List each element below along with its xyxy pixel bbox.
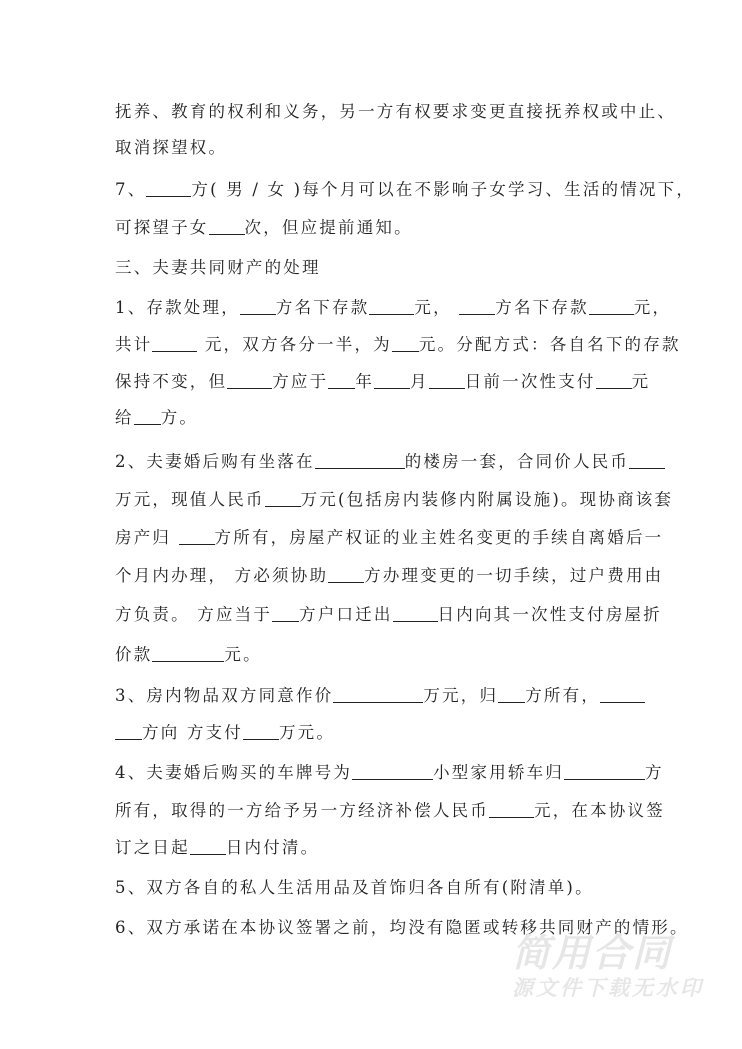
document-line — [115, 487, 674, 513]
line-text: 取消探望权。 — [115, 138, 228, 157]
fill-in-blank — [333, 684, 423, 703]
line-text: 2、夫妻婚后购有坐落在 — [115, 452, 315, 471]
line-text: 1、存款处理， — [115, 298, 240, 317]
fill-in-blank — [328, 370, 355, 389]
document-line — [115, 449, 635, 475]
fill-in-blank — [115, 721, 142, 740]
line-text: 元， — [414, 298, 460, 317]
document-line — [115, 875, 635, 901]
fill-in-blank — [429, 370, 465, 389]
document-line — [115, 720, 635, 746]
document-line — [115, 135, 635, 161]
fill-in-blank — [272, 603, 299, 622]
fill-in-blank — [315, 450, 405, 469]
fill-in-blank — [369, 296, 414, 315]
line-text: 日内付清。 — [225, 838, 320, 857]
fill-in-blank — [240, 296, 276, 315]
line-text: 方向 方支付 — [142, 723, 243, 742]
line-text: 3、房内物品双方同意作价 — [115, 686, 334, 705]
line-text: 元，在本协议签 — [534, 801, 665, 820]
document-line — [115, 405, 635, 431]
fill-in-blank — [589, 296, 634, 315]
line-text: 次，但应提前通知。 — [244, 218, 413, 237]
line-text: 方户口迁出 — [299, 605, 393, 624]
line-text: 共计 — [115, 335, 153, 354]
document-line — [115, 255, 635, 281]
document-line — [115, 215, 635, 241]
fill-in-blank — [564, 761, 645, 780]
line-text: 方名下存款 — [275, 298, 370, 317]
fill-in-blank — [374, 370, 410, 389]
line-text: 抚养、教育的权利和义务，另一方有权要求变更直接抚养权或中止、 — [115, 102, 676, 121]
document-line — [115, 760, 664, 786]
line-text: 4、夫妻婚后购买的车牌号为 — [115, 763, 353, 782]
fill-in-blank — [179, 526, 215, 545]
fill-in-blank — [352, 761, 433, 780]
fill-in-blank — [152, 643, 224, 662]
document-line — [115, 177, 696, 203]
fill-in-blank — [152, 333, 197, 352]
fill-in-blank — [265, 488, 301, 507]
fill-in-blank — [596, 370, 632, 389]
fill-in-blank — [209, 216, 245, 235]
watermark-brand: 简用合同 — [512, 931, 673, 975]
line-text: 元，双方各分一半，为 — [197, 335, 392, 354]
fill-in-blank — [629, 450, 665, 469]
line-text: 个月内办理， 方必须协助 — [115, 566, 329, 585]
line-text: 给 — [115, 408, 134, 427]
line-text: 三、夫妻共同财产的处理 — [115, 258, 321, 277]
fill-in-blank — [146, 178, 191, 197]
document-line — [115, 602, 662, 628]
document-line — [115, 99, 676, 125]
document-line — [115, 369, 651, 395]
fill-in-blank — [134, 406, 161, 425]
line-text: 万元。 — [278, 723, 336, 742]
fill-in-blank — [392, 333, 419, 352]
document-line — [115, 835, 635, 861]
line-text: 5、双方各自的私人生活用品及首饰归各自所有(附清单)。 — [115, 878, 594, 897]
document-line — [115, 798, 665, 824]
document-line — [115, 683, 635, 709]
line-text: 方所有，房屋产权证的业主姓名变更的手续自离婚后一 — [214, 528, 664, 547]
fill-in-blank — [498, 684, 525, 703]
line-text: 的楼房一套，合同价人民币 — [404, 452, 630, 471]
document-line — [115, 295, 672, 321]
line-text: 万元(包括房内装修内附属设施)。现协商该套 — [300, 490, 674, 509]
line-text: 方办理变更的一切手续，过户费用由 — [364, 566, 664, 585]
line-text: 元。分配方式：各自名下的存款 — [418, 335, 681, 354]
line-text: 可探望子女 — [115, 218, 209, 237]
document-line — [115, 563, 664, 589]
fill-in-blank — [393, 603, 438, 622]
line-text: 方负责。 方应当于 — [115, 605, 273, 624]
line-text: 小型家用轿车归 — [433, 763, 565, 782]
line-text: 元。 — [224, 645, 262, 664]
line-text: 价款 — [115, 645, 153, 664]
line-text: 方( 男 / 女 )每个月可以在不影响子女学习、生活的情况下， — [191, 180, 696, 199]
document-line — [115, 332, 681, 358]
document-line — [115, 525, 664, 551]
document-line — [115, 642, 635, 668]
watermark-slogan: 源文件下载无水印 — [512, 976, 704, 1000]
line-text: 7、 — [115, 180, 147, 199]
fill-in-blank — [600, 684, 645, 703]
fill-in-blank — [328, 564, 364, 583]
line-text: 日内向其一次性支付房屋折 — [437, 605, 662, 624]
line-text: 日前一次性支付 — [464, 372, 596, 391]
line-text: 方 — [645, 763, 664, 782]
line-text: 月 — [410, 372, 429, 391]
line-text: 方所有， — [525, 686, 601, 705]
line-text: 方名下存款 — [495, 298, 589, 317]
line-text: 保持不变，但 — [115, 372, 228, 391]
line-text: 方。 — [160, 408, 199, 427]
line-text: 元 — [631, 372, 651, 391]
line-text: 元， — [633, 298, 672, 317]
line-text: 6、双方承诺在本协议签署之前，均没有隐匿或转移共同财产的情形。 — [115, 918, 689, 937]
fill-in-blank — [489, 799, 534, 818]
line-text: 万元，现值人民币 — [115, 490, 265, 509]
fill-in-blank — [227, 370, 272, 389]
line-text: 所有，取得的一方给予另一方经济补偿人民币 — [115, 801, 489, 820]
line-text: 年 — [355, 372, 375, 391]
line-text: 方应于 — [272, 372, 329, 391]
fill-in-blank — [243, 721, 279, 740]
line-text: 订之日起 — [115, 838, 190, 857]
fill-in-blank — [459, 296, 495, 315]
line-text: 万元，归 — [423, 686, 499, 705]
fill-in-blank — [190, 836, 226, 855]
line-text: 房产归 — [115, 528, 179, 547]
